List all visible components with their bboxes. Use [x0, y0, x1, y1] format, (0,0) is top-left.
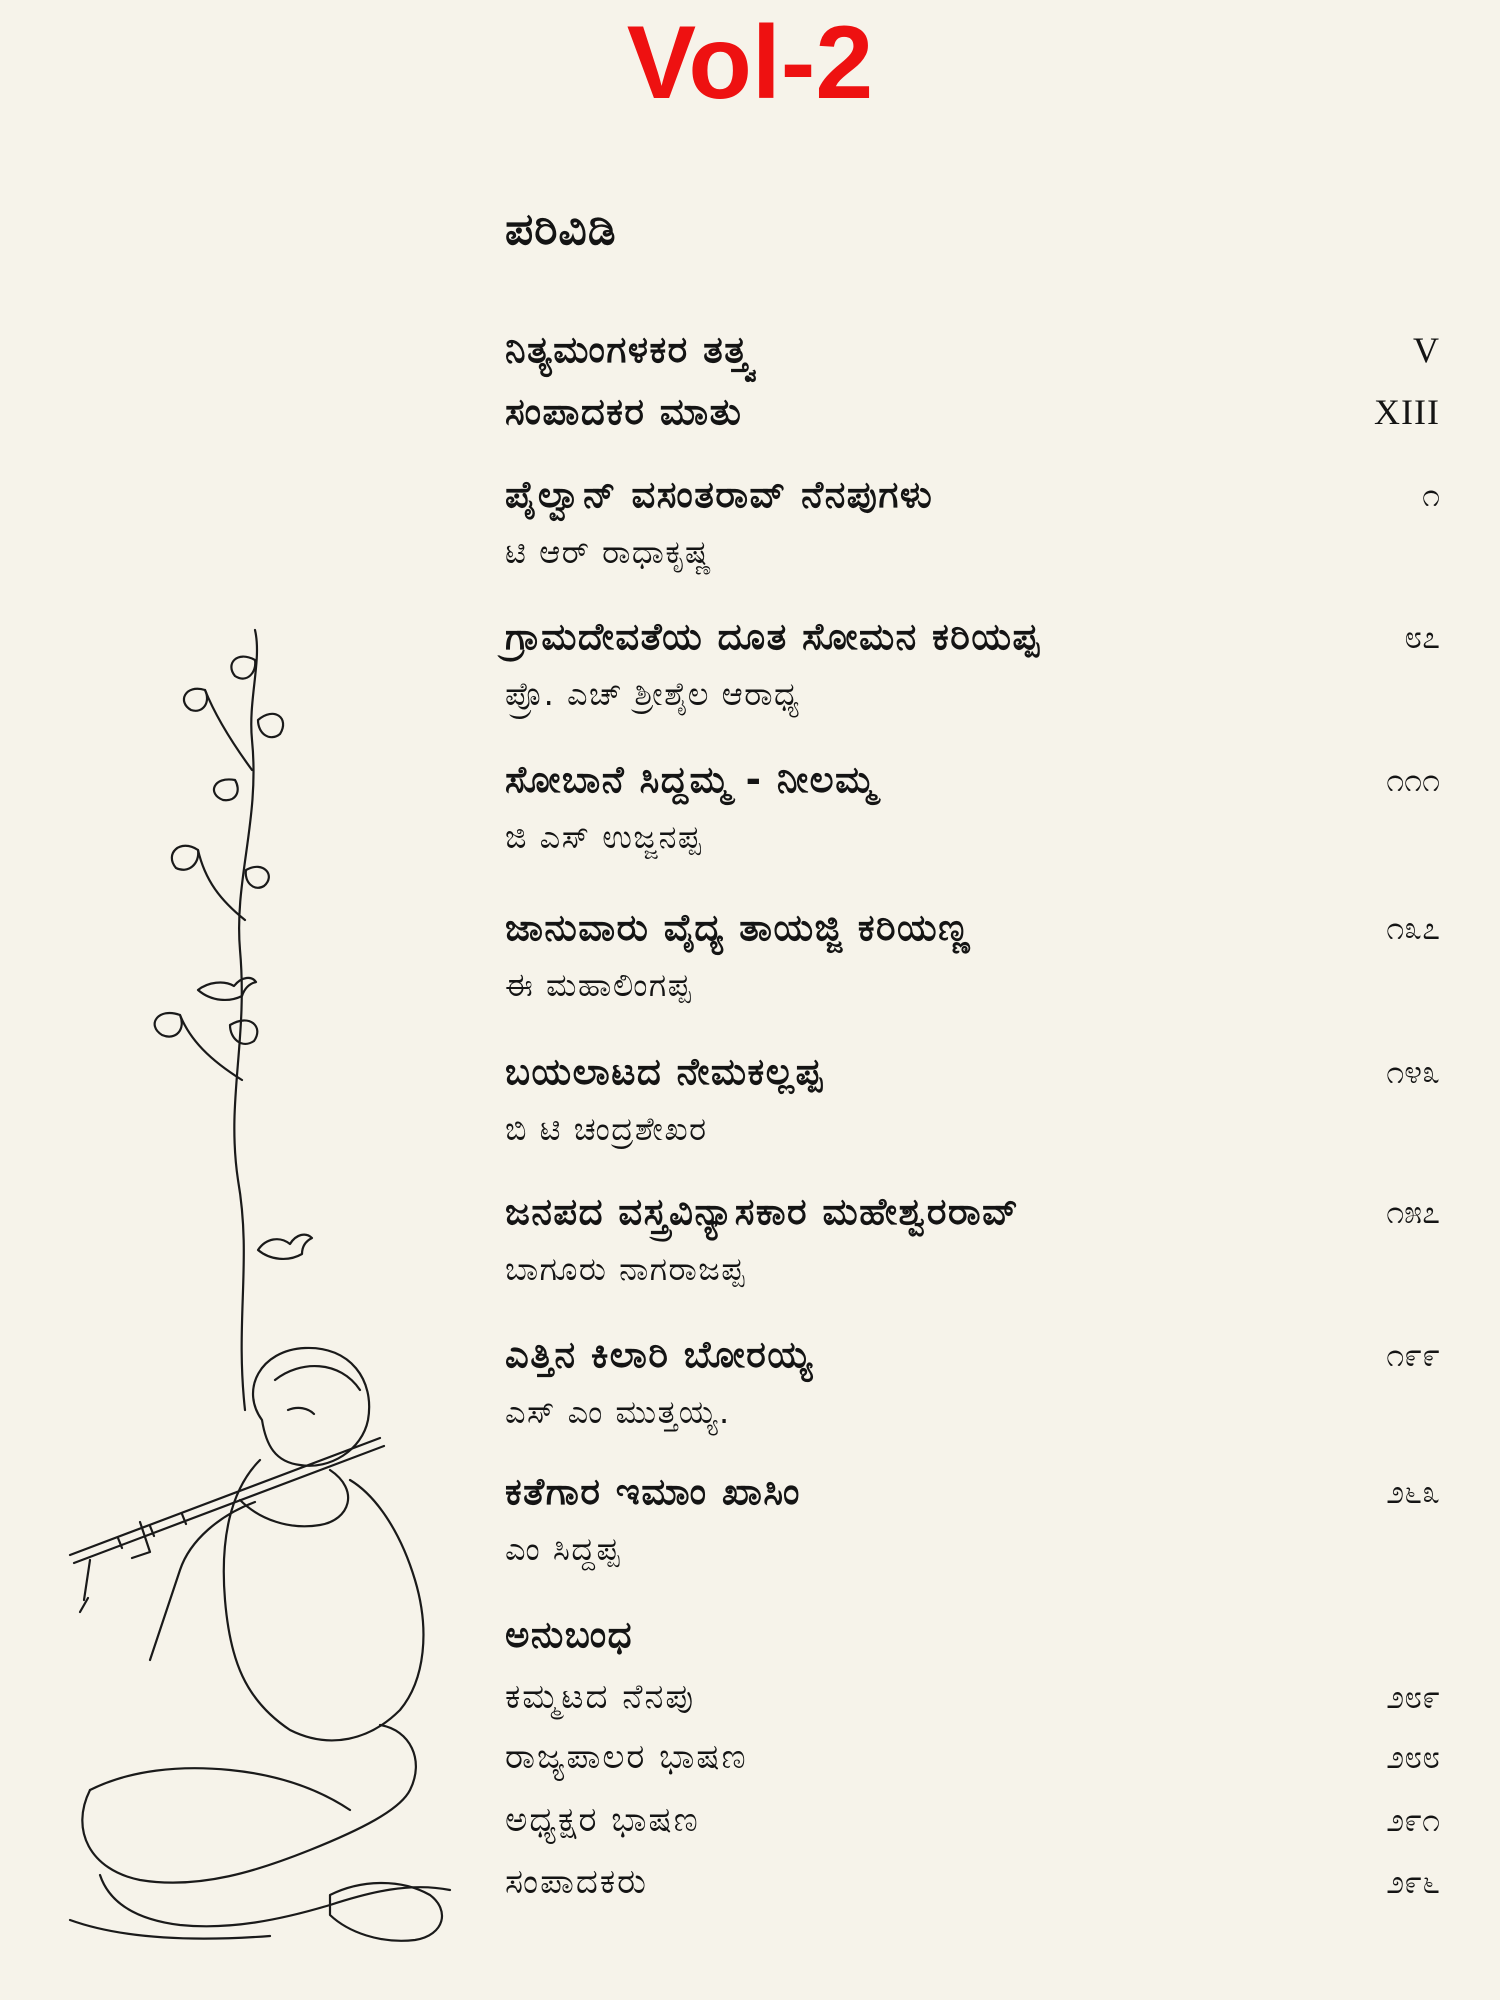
toc-entry-page: ೧೯೯ — [1386, 1336, 1440, 1374]
toc-entry — [505, 470, 1440, 574]
leaf-icon — [155, 657, 283, 1044]
toc-entry-title: ಜನಪದ ವಸ್ತ್ರವಿನ್ಯಾಸಕಾರ ಮಹೇಶ್ವರರಾವ್ — [505, 1190, 1020, 1233]
toc-entry — [505, 903, 1440, 1007]
toc-entry-foreword — [505, 325, 1440, 375]
toc-entry-title: ಸೋಬಾನೆ ಸಿದ್ದಮ್ಮ - ನೀಲಮ್ಮ — [505, 758, 877, 801]
toc-entry-author: ಬಿ ಟಿ ಚಂದ್ರಶೇಖರ — [505, 1110, 708, 1148]
appendix-item-page: ೨೯೬ — [1386, 1863, 1440, 1901]
appendix-heading: ಅನುಬಂಧ — [505, 1613, 634, 1656]
toc-entry-page: V — [1413, 330, 1440, 370]
bird-icon — [258, 1235, 312, 1259]
toc-entry-page: ೧ — [1422, 476, 1440, 514]
appendix-item-page: ೨೮೯ — [1386, 1678, 1440, 1716]
toc-entry-author: ಟಿ ಆರ್ ರಾಧಾಕೃಷ್ಣ — [505, 533, 713, 571]
appendix-item-title: ಅಧ್ಯಕ್ಷರ ಭಾಷಣ — [505, 1800, 700, 1840]
toc-entry-page: ೧೧೧ — [1386, 761, 1440, 799]
appendix-item-title: ಕಮ್ಮಟದ ನೆನಪು — [505, 1677, 696, 1717]
toc-entry — [505, 1330, 1440, 1434]
contents-heading: ಪರಿವಿಡಿ — [505, 204, 617, 255]
toc-entry-author: ಪ್ರೊ. ಎಚ್ ಶ್ರೀಶೈಲ ಆರಾಧ್ಯ — [505, 675, 801, 713]
appendix-item — [505, 1732, 1440, 1788]
bird-icon — [198, 978, 256, 1000]
appendix-item — [505, 1857, 1440, 1913]
appendix-item-page: ೨೮೮ — [1386, 1738, 1440, 1776]
toc-entry-title: ಎತ್ತಿನ ಕಿಲಾರಿ ಬೋರಯ್ಯ — [505, 1333, 814, 1376]
toc-entry-page: ೧೩೭ — [1386, 909, 1440, 947]
flute — [70, 1438, 384, 1563]
toc-entry-title: ನಿತ್ಯಮಂಗಳಕರ ತತ್ತ್ವ — [505, 328, 755, 371]
toc-entry-author: ಈ ಮಹಾಲಿಂಗಪ್ಪ — [505, 966, 693, 1004]
toc-entry-page: ೮೭ — [1404, 618, 1440, 656]
ground-rock — [330, 1883, 442, 1941]
appendix-item — [505, 1795, 1440, 1851]
toc-entry-author: ಎಸ್ ಎಂ ಮುತ್ತಯ್ಯ. — [505, 1393, 731, 1431]
toc-entry — [505, 1047, 1440, 1151]
toc-entry-page: ೧೪೩ — [1386, 1053, 1440, 1091]
toc-entry-title: ಕತೆಗಾರ ಇಮಾಂ ಖಾಸಿಂ — [505, 1470, 801, 1513]
toc-entry-title: ಗ್ರಾಮದೇವತೆಯ ದೂತ ಸೋಮನ ಕರಿಯಪ್ಪ — [505, 615, 1041, 658]
toc-entry-title: ಸಂಪಾದಕರ ಮಾತು — [505, 390, 743, 433]
appendix-item-page: ೨೯೧ — [1386, 1801, 1440, 1839]
toc-entry — [505, 755, 1440, 859]
volume-label: Vol-2 — [626, 5, 874, 121]
toc-entry-author: ಬಾಗೂರು ನಾಗರಾಜಪ್ಪ — [505, 1250, 746, 1288]
toc-entry — [505, 1187, 1440, 1291]
toc-entry — [505, 612, 1440, 716]
toc-entry-title: ಪೈಲ್ವಾನ್ ವಸಂತರಾವ್ ನೆನಪುಗಳು — [505, 473, 934, 516]
toc-entry-title: ಬಯಲಾಟದ ನೇಮಕಲ್ಲಪ್ಪ — [505, 1050, 824, 1093]
toc-entry-title: ಜಾನುವಾರು ವೈದ್ಯ ತಾಯಜ್ಜಿ ಕರಿಯಣ್ಣ — [505, 906, 972, 949]
toc-entry-page: XIII — [1374, 392, 1440, 432]
toc-entry-editors-note — [505, 387, 1440, 437]
flute-player-legs — [82, 1725, 416, 1883]
appendix-item-title: ಸಂಪಾದಕರು — [505, 1862, 648, 1902]
toc-entry-author: ಎಂ ಸಿದ್ದಪ್ಪ — [505, 1530, 621, 1568]
appendix-item — [505, 1672, 1440, 1728]
flute-player-illustration — [30, 620, 530, 1960]
appendix-item-title: ರಾಜ್ಯಪಾಲರ ಭಾಷಣ — [505, 1737, 748, 1777]
flute-player-arm — [240, 1470, 348, 1526]
toc-entry — [505, 1467, 1440, 1571]
toc-entry-page: ೧೫೭ — [1386, 1193, 1440, 1231]
toc-entry-page: ೨೬೩ — [1386, 1473, 1440, 1511]
toc-entry-author: ಜಿ ಎಸ್ ಉಜ್ಜನಪ್ಪ — [505, 818, 703, 856]
